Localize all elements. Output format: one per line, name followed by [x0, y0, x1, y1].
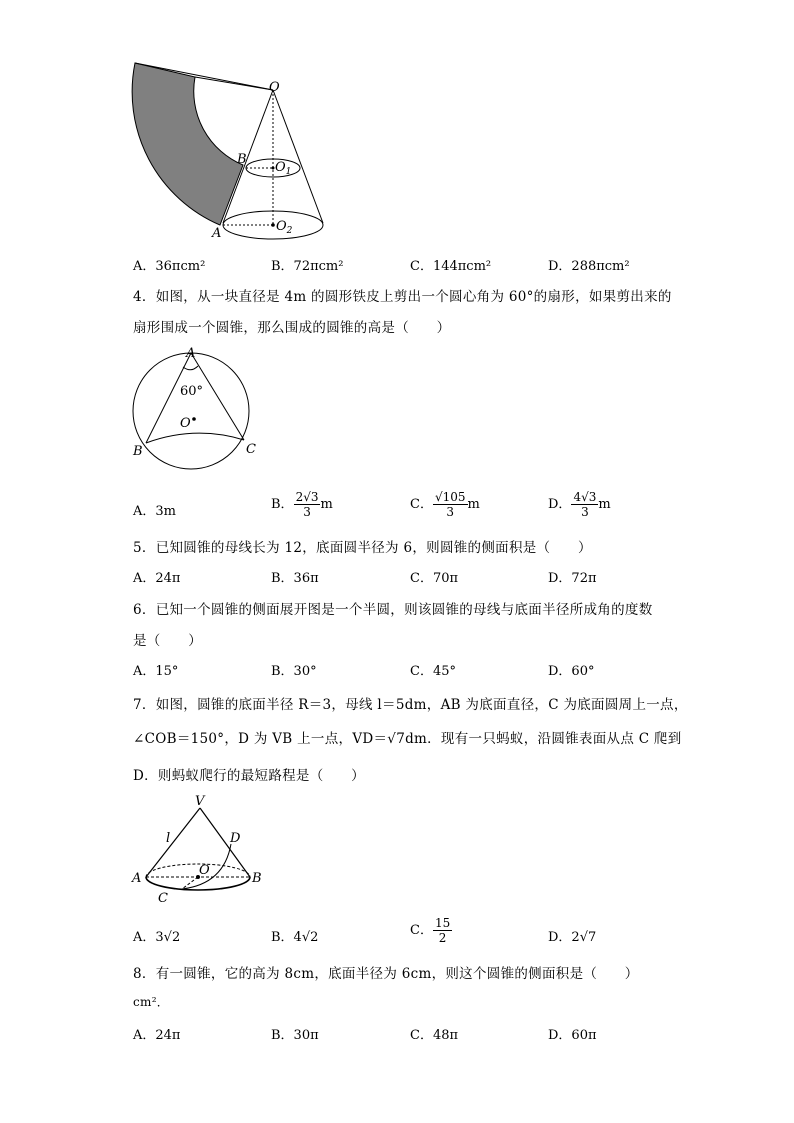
q8-stem-line1: 8．有一圆锥，它的高为 8cm，底面半径为 6cm，则这个圆锥的侧面积是（ ） [133, 966, 639, 982]
q7-option-a[interactable]: A．3√2 [133, 930, 181, 945]
q8-option-b[interactable]: B．30π [271, 1028, 319, 1043]
figure-cone-ant [128, 792, 268, 907]
fig1-label-O1: $O_1$ [275, 160, 292, 177]
q5-option-a[interactable]: A．24π [133, 571, 181, 586]
q3-option-a[interactable]: A．36πcm² [133, 259, 206, 274]
q4-stem-line2: 扇形围成一个圆锥，那么围成的圆锥的高是（ ） [133, 320, 451, 336]
q6-stem-line2: 是（ ） [133, 633, 202, 649]
q3-option-d[interactable]: D．288πcm² [548, 259, 630, 274]
q8-option-c[interactable]: C．48π [410, 1028, 459, 1043]
fig7-label-l: l [166, 831, 171, 846]
q7-option-c[interactable]: C． $\frac{15}{2}$ [410, 916, 451, 945]
q4-stem-line1: 4．如图，从一块直径是 4m 的圆形铁皮上剪出一个圆心角为 60°的扇形，如果剪出来的 [133, 289, 672, 305]
fig4-label-A: A [186, 346, 196, 361]
q8-option-a[interactable]: A．24π [133, 1028, 181, 1043]
q6-stem-line1: 6．已知一个圆锥的侧面展开图是一个半圆，则该圆锥的母线与底面半径所成角的度数 [133, 602, 653, 618]
fig7-label-O: O [199, 863, 210, 878]
q5-option-d[interactable]: D．72π [548, 571, 597, 586]
fig1-label-B: B [237, 152, 247, 167]
q4-option-d[interactable]: D． $\frac{4√3}{3}$ m [548, 490, 611, 519]
q7-option-d[interactable]: D．2√7 [548, 930, 597, 945]
q5-stem: 5．已知圆锥的母线长为 12，底面圆半径为 6，则圆锥的侧面积是（ ） [133, 540, 592, 556]
fig4-label-B: B [133, 444, 143, 459]
fig1-label-O2: $O_2$ [276, 219, 293, 236]
fig1-label-A: A [212, 226, 222, 241]
fig7-label-V: V [195, 794, 205, 809]
q7-stem-line3: D．则蚂蚁爬行的最短路程是（ ） [133, 768, 365, 784]
q5-option-b[interactable]: B．36π [271, 571, 319, 586]
q7-stem-line2: ∠COB＝150°，D 为 VB 上一点，VD＝√7dm．现有一只蚂蚁，沿圆锥表面从点 C 爬到 [133, 731, 682, 747]
figure-sector-cone [125, 55, 340, 245]
q6-option-c[interactable]: C．45° [410, 664, 456, 679]
fig7-label-B: B [252, 871, 262, 886]
q5-option-c[interactable]: C．70π [410, 571, 459, 586]
q4-option-c[interactable]: C． $\frac{√105}{3}$ m [410, 490, 480, 519]
q8-option-d[interactable]: D．60π [548, 1028, 597, 1043]
fig4-label-C: C [246, 442, 256, 457]
q6-option-b[interactable]: B．30° [271, 664, 317, 679]
q7-option-b[interactable]: B．4√2 [271, 930, 319, 945]
q6-option-d[interactable]: D．60° [548, 664, 595, 679]
q4-option-a[interactable]: A．3m [133, 504, 176, 519]
q8-stem-line2: cm²． [133, 995, 170, 1009]
q3-option-c[interactable]: C．144πcm² [410, 259, 492, 274]
q7-stem-line1: 7．如图，圆锥的底面半径 R＝3，母线 l＝5dm，AB 为底面直径，C 为底面圆周上一点， [133, 697, 688, 713]
fig7-label-C: C [158, 891, 168, 906]
q4-option-b[interactable]: B． $\frac{2√3}{3}$ m [271, 490, 333, 519]
q3-option-b[interactable]: B．72πcm² [271, 259, 344, 274]
shaded-annulus-sector [132, 63, 243, 225]
fig4-label-angle: 60° [180, 384, 204, 399]
fig7-label-D: D [230, 831, 241, 846]
figure-circle-sector [128, 345, 263, 470]
q6-option-a[interactable]: A．15° [133, 664, 179, 679]
fig4-label-O: O [180, 416, 191, 431]
fig1-label-O: O [269, 80, 280, 95]
fig7-label-A: A [132, 871, 142, 886]
